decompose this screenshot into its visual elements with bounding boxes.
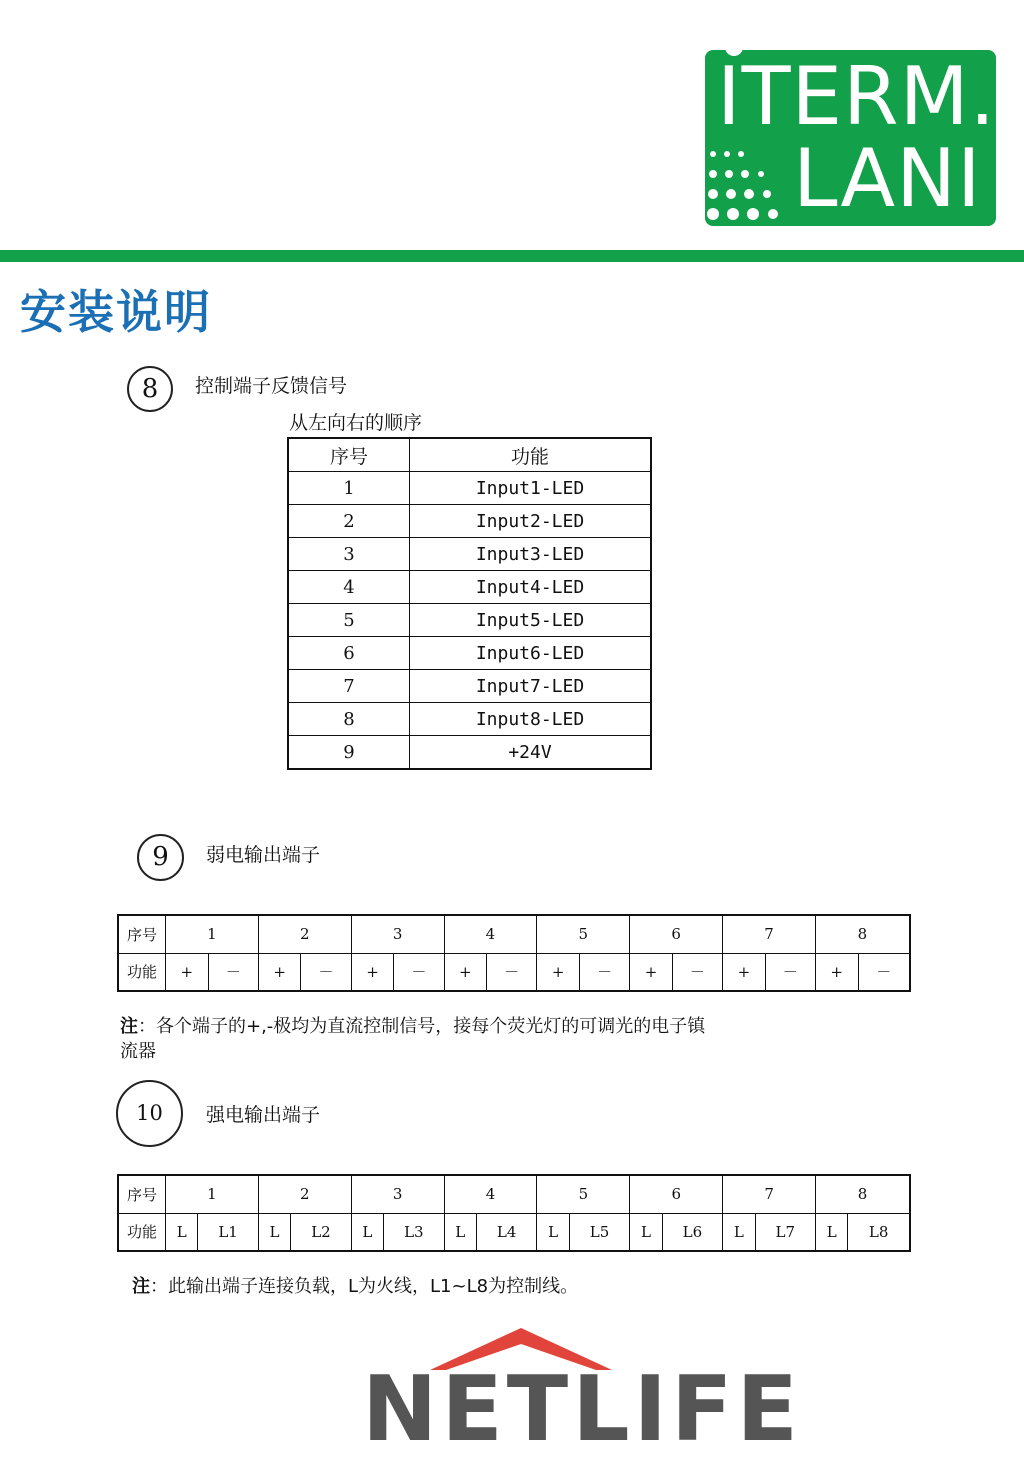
cell-function: Input5-LED <box>410 604 652 637</box>
cell-terminal-function: L4 <box>476 1213 537 1251</box>
cell-index: 7 <box>288 670 410 703</box>
feedback-signal-table <box>287 437 652 770</box>
cell-terminal-number: 7 <box>723 915 816 953</box>
cell-terminal-function: + <box>630 953 673 991</box>
low-voltage-output-table <box>117 914 911 992</box>
cell-terminal-function: － <box>487 953 537 991</box>
logo-line-1: ITERM. <box>717 50 997 143</box>
section-9-title: 弱电输出端子 <box>206 844 321 866</box>
cell-terminal-function: + <box>723 953 766 991</box>
table-row <box>288 472 651 505</box>
cell-index: 5 <box>288 604 410 637</box>
iterm-lani-logo <box>705 50 996 226</box>
section-8-caption: 从左向右的顺序 <box>289 412 423 434</box>
cell-terminal-function: － <box>208 953 258 991</box>
table-row <box>288 637 651 670</box>
cell-terminal-number: 1 <box>166 915 259 953</box>
table-row <box>118 1175 910 1213</box>
header-function: 功能 <box>410 438 652 472</box>
table-row <box>288 571 651 604</box>
cell-terminal-number: 1 <box>166 1175 259 1213</box>
cell-terminal-function: + <box>166 953 209 991</box>
logo-dot-pattern <box>705 130 805 226</box>
page-title: 安装说明 <box>20 285 212 339</box>
section-9-number: 9 <box>137 834 184 881</box>
cell-index: 2 <box>288 505 410 538</box>
cell-terminal-function: L5 <box>569 1213 630 1251</box>
cell-terminal-number: 4 <box>444 915 537 953</box>
cell-terminal-number: 6 <box>630 1175 723 1213</box>
cell-terminal-function: L8 <box>848 1213 910 1251</box>
section-8-title: 控制端子反馈信号 <box>195 375 348 397</box>
table-header-row <box>288 438 651 472</box>
row-label-index: 序号 <box>118 1175 166 1213</box>
note-text-line1: ：各个端子的+,-极均为直流控制信号，接每个荧光灯的可调光的电子镇 <box>138 1016 706 1037</box>
cell-terminal-function: － <box>301 953 351 991</box>
cell-terminal-function: L6 <box>662 1213 723 1251</box>
cell-terminal-number: 3 <box>351 1175 444 1213</box>
section-9-note <box>120 1014 840 1064</box>
cell-terminal-number: 6 <box>630 915 723 953</box>
cell-terminal-function: + <box>815 953 858 991</box>
cell-function: Input3-LED <box>410 538 652 571</box>
cell-terminal-function: L <box>258 1213 290 1251</box>
cell-index: 8 <box>288 703 410 736</box>
cell-index: 6 <box>288 637 410 670</box>
cell-function: Input6-LED <box>410 637 652 670</box>
netlife-logo-text: NETLIFE <box>362 1357 802 1462</box>
cell-terminal-function: + <box>444 953 487 991</box>
row-label-index: 序号 <box>118 915 166 953</box>
cell-terminal-number: 2 <box>258 1175 351 1213</box>
table-row <box>288 538 651 571</box>
cell-terminal-function: － <box>579 953 629 991</box>
cell-function: Input2-LED <box>410 505 652 538</box>
cell-index: 1 <box>288 472 410 505</box>
cell-function: Input1-LED <box>410 472 652 505</box>
high-voltage-output-table <box>117 1174 911 1252</box>
cell-terminal-function: L <box>444 1213 476 1251</box>
table-row <box>288 703 651 736</box>
table-row <box>288 505 651 538</box>
section-10-number: 10 <box>116 1080 183 1147</box>
section-10-title: 强电输出端子 <box>206 1104 321 1126</box>
cell-terminal-function: － <box>858 953 910 991</box>
cell-terminal-function: L <box>166 1213 198 1251</box>
cell-terminal-function: L2 <box>291 1213 352 1251</box>
cell-function: Input8-LED <box>410 703 652 736</box>
note-prefix: 注 <box>132 1276 150 1297</box>
table-row <box>118 1213 910 1251</box>
note-text-line2: 流器 <box>120 1041 156 1062</box>
cell-terminal-number: 8 <box>815 915 910 953</box>
cell-terminal-function: L <box>351 1213 383 1251</box>
cell-terminal-function: L7 <box>755 1213 816 1251</box>
cell-index: 9 <box>288 736 410 770</box>
cell-function: Input4-LED <box>410 571 652 604</box>
cell-function: +24V <box>410 736 652 770</box>
cell-terminal-function: － <box>672 953 722 991</box>
note-text: ：此输出端子连接负载，L为火线，L1~L8为控制线。 <box>150 1276 579 1297</box>
note-prefix: 注 <box>120 1016 138 1037</box>
table-row <box>288 670 651 703</box>
cell-terminal-function: + <box>351 953 394 991</box>
cell-index: 4 <box>288 571 410 604</box>
cell-terminal-function: L <box>816 1213 848 1251</box>
row-label-function: 功能 <box>118 1213 166 1251</box>
cell-terminal-number: 2 <box>258 915 351 953</box>
table-row <box>288 736 651 770</box>
header-index: 序号 <box>288 438 410 472</box>
cell-terminal-function: L <box>723 1213 755 1251</box>
cell-terminal-number: 5 <box>537 1175 630 1213</box>
cell-terminal-function: － <box>394 953 444 991</box>
cell-terminal-function: L3 <box>384 1213 445 1251</box>
cell-function: Input7-LED <box>410 670 652 703</box>
table-row <box>118 953 910 991</box>
cell-terminal-function: + <box>258 953 301 991</box>
row-label-function: 功能 <box>118 953 166 991</box>
cell-terminal-function: + <box>537 953 580 991</box>
header-divider <box>0 250 1024 262</box>
cell-terminal-function: － <box>765 953 815 991</box>
section-8-number: 8 <box>127 366 173 412</box>
cell-index: 3 <box>288 538 410 571</box>
cell-terminal-number: 8 <box>816 1175 910 1213</box>
cell-terminal-number: 7 <box>723 1175 816 1213</box>
table-row <box>288 604 651 637</box>
cell-terminal-number: 3 <box>351 915 444 953</box>
cell-terminal-number: 5 <box>537 915 630 953</box>
cell-terminal-function: L <box>537 1213 569 1251</box>
table-row <box>118 915 910 953</box>
cell-terminal-number: 4 <box>444 1175 537 1213</box>
cell-terminal-function: L <box>630 1213 662 1251</box>
cell-terminal-function: L1 <box>198 1213 259 1251</box>
section-10-note <box>132 1274 578 1299</box>
logo-line-2: LANI <box>793 132 982 225</box>
